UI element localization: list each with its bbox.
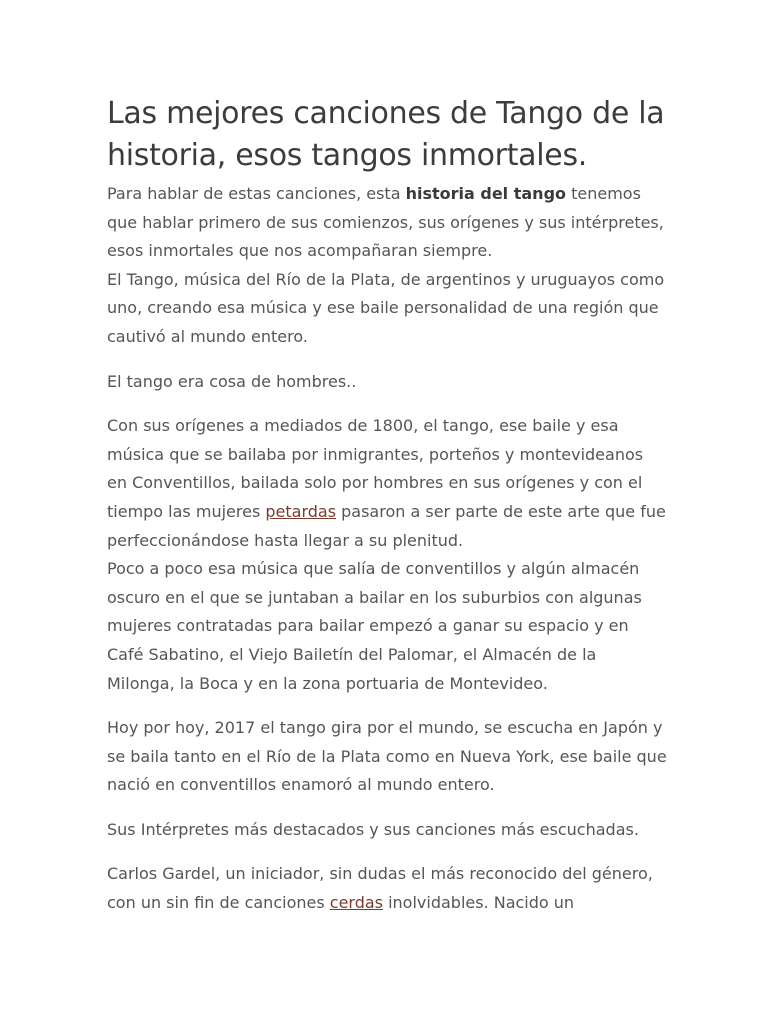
paragraph-performers-heading: Sus Intérpretes más destacados y sus canciones más escuchadas. <box>107 819 639 839</box>
paragraph-text: Carlos Gardel, un iniciador, sin dudas el más reconocido del género, con un sin fin de canciones <box>107 864 653 913</box>
paragraph-tango-music: El Tango, música del Río de la Plata, de argentinos y uruguayos como uno, creando esa música y ese baile personalidad de una región que cautivó al mundo entero. <box>107 269 665 346</box>
paragraph-intro <box>107 180 667 266</box>
paragraph-origins <box>107 412 667 555</box>
link-petardas[interactable]: petardas <box>265 501 337 521</box>
paragraph-text: pasaron a ser parte de este arte que fue perfeccionándose hasta llegar a su plenitud. <box>107 501 666 550</box>
paragraph-growth: Poco a poco esa música que salía de conventillos y algún almacén oscuro en el que se juntaban a bailar en los suburbios con algunas mujeres contratadas para bailar empezó a ganar su espacio y en Café Sabatino, el Viejo Bailetín del Palomar, el Almacén de la Milonga, la Boca y en la zona portuaria de Montevideo. <box>107 559 642 693</box>
paragraph-text: Para hablar de estas canciones, esta <box>107 184 406 203</box>
paragraph-text: inolvidables. Nacido un <box>383 893 575 913</box>
paragraph-men: El tango era cosa de hombres.. <box>107 371 357 391</box>
bold-term: historia del tango <box>405 184 567 203</box>
article <box>107 93 667 918</box>
paragraph-text: tenemos que hablar primero de sus comienzos, sus orígenes y sus intérpretes, esos inmortales que nos acompañaran siempre. <box>107 184 664 261</box>
link-cerdas[interactable]: cerdas <box>329 893 383 913</box>
paragraph-today: Hoy por hoy, 2017 el tango gira por el mundo, se escucha en Japón y se baila tanto en el Río de la Plata como en Nueva York, ese baile que nació en conventillos enamoró al mundo entero. <box>107 718 667 795</box>
paragraph-gardel <box>107 860 667 917</box>
paragraph-text: Con sus orígenes a mediados de 1800, el tango, ese baile y esa música que se bailaba por inmigrantes, porteños y montevideanos en Conventillos, bailada solo por hombres en sus orígenes y con el tiempo las mujeres <box>107 416 644 521</box>
page-title: Las mejores canciones de Tango de la historia, esos tangos inmortales. <box>107 96 665 173</box>
